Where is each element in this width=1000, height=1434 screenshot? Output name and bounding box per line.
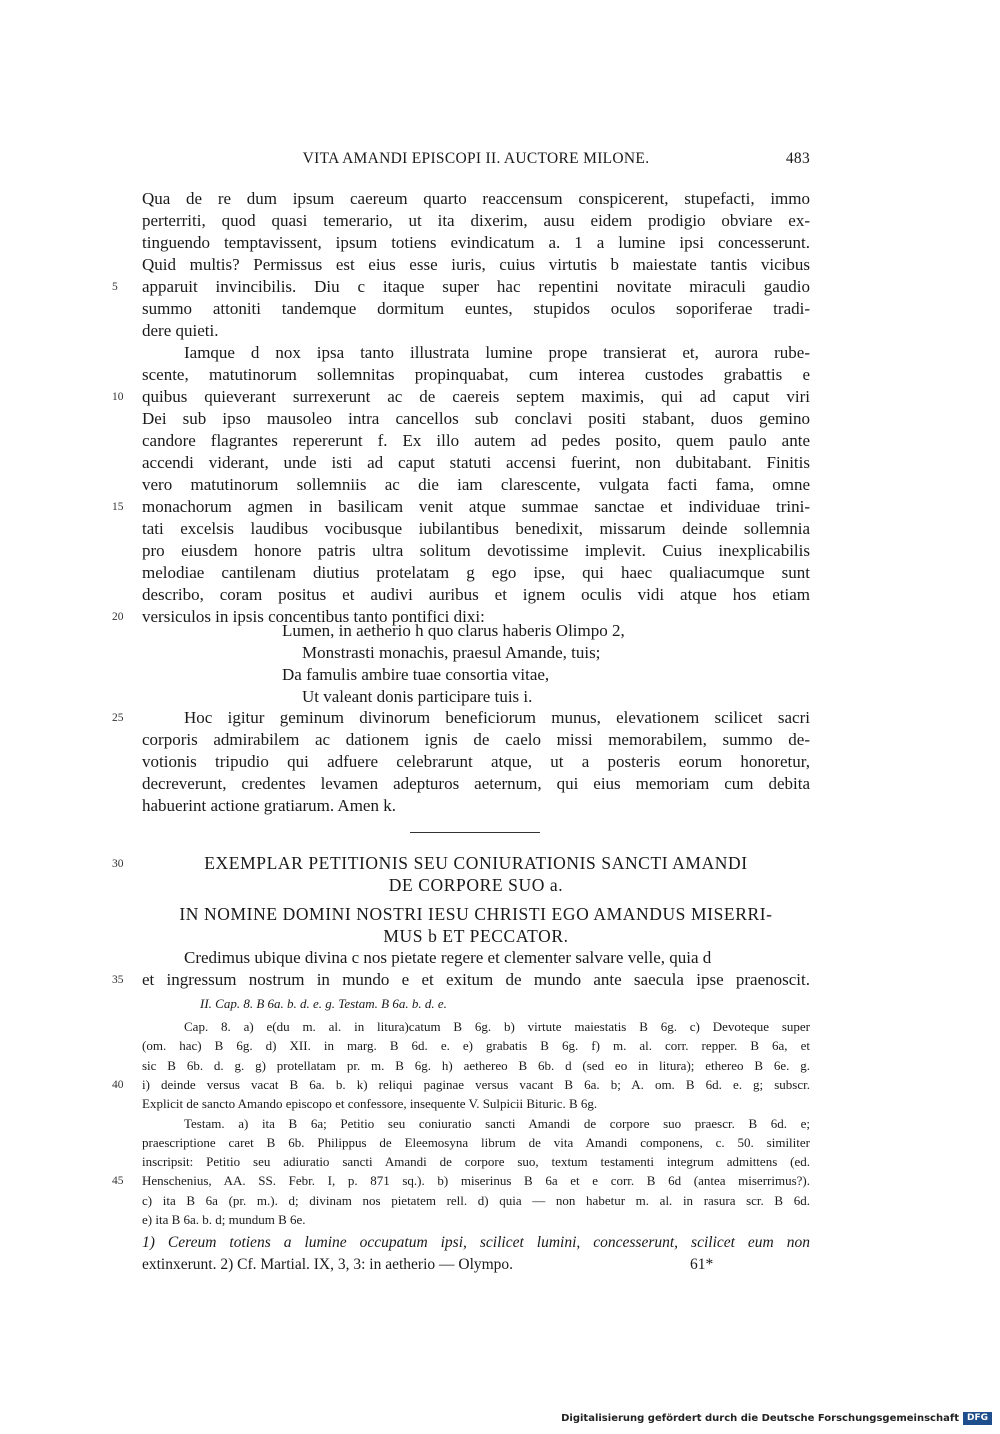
verse-line: Lumen, in aetherio h quo clarus haberis Olimpo 2, [282, 621, 625, 640]
text-line: Credimus ubique divina c nos pietate regere et clementer salvare velle, quia d [184, 948, 712, 967]
source-sigla: II. Cap. 8. B 6a. b. d. e. g. Testam. B 6a. b. d. e. [200, 996, 447, 1011]
page-number: 483 [785, 150, 810, 167]
running-title: VITA AMANDI EPISCOPI II. AUCTORE MILONE. [302, 150, 650, 167]
apparatus-line: c) ita B 6a (pr. m.). d; divinam nos pietatem rell. d) quia — non habetur m. al. in rasura scr. B 6d. [142, 1192, 810, 1208]
text-line: accendi viderant, unde isti ad caput statuti accensi fuerint, non dubitabant. Finitis [142, 453, 810, 472]
text-line: scente, matutinorum sollemnitas propinquabat, cum interea custodes grabattis e [142, 365, 810, 384]
apparatus-line: (om. hac) B 6g. d) XII. in marg. B 6d. e. e) grabatis B 6g. f) m. al. corr. repper. B 6a, et [142, 1038, 810, 1054]
text-line: versiculos in ipsis concentibus tanto pontifici dixi: [142, 607, 485, 626]
text-line: corporis admirabilem ac dationem ignis de caelo missi memorabilem, summo de- [142, 730, 810, 749]
line-number: 40 [112, 1078, 124, 1091]
text-line: decreverunt, credentes levamen adepturos aeternum, qui eius memoriam cum debita [142, 774, 810, 793]
apparatus-line: Cap. 8. a) e(du m. al. in litura)catum B 6g. b) virtute maiestatis B 6g. c) Devoteque super [184, 1019, 810, 1034]
section-divider [410, 832, 540, 833]
apparatus-line: i) deinde versus vacat B 6a. b. k) reliqui paginae versus vacant B 6a. b; A. om. B 6d. e. g; subscr. [142, 1076, 810, 1092]
footer [561, 1412, 992, 1425]
section-heading: IN NOMINE DOMINI NOSTRI IESU CHRISTI EGO AMANDUS MISERRI- [179, 904, 773, 924]
line-number: 20 [112, 611, 124, 623]
verse-line: Da famulis ambire tuae consortia vitae, [282, 665, 550, 684]
text-line: quibus quieverant surrexerunt ac de caereis septem maximis, qui ad caput viri [142, 387, 810, 406]
text-line: dere quieti. [142, 321, 219, 340]
line-number: 10 [112, 391, 124, 403]
apparatus-line: inscripsit: Petitio seu adiuratio sancti Amandi de corpore suo, textum testamenti integrum admittens (ed. [142, 1154, 810, 1170]
apparatus-line: Henschenius, AA. SS. Febr. I, p. 871 sq.). b) miserinus B 6a et e corr. B 6d (antea miserrimus?). [142, 1173, 810, 1189]
text-line: tati excelsis laudibus vocibusque iubilantibus benedixit, missarum deinde sollemnia [142, 519, 810, 538]
text-line: habuerint actione gratiarum. Amen k. [142, 796, 396, 815]
line-number: 35 [112, 974, 124, 986]
section-heading: EXEMPLAR PETITIONIS SEU CONIURATIONIS SANCTI AMANDI [204, 853, 748, 873]
text-line: Hoc igitur geminum divinorum beneficiorum munus, elevationem scilicet sacri [184, 708, 810, 727]
text-line: vero matutinorum sollemniis ac die iam clarescente, vulgata facti fama, omne [142, 475, 810, 494]
text-line: Iamque d nox ipsa tanto illustrata lumine prope transierat et, aurora rube- [184, 343, 810, 362]
text-line: summo attoniti tandemque dormitum euntes, stupidos oculos soporiferae tradi- [142, 299, 810, 318]
text-line: apparuit invincibilis. Diu c itaque super hac repentini novitate miraculi gaudio [142, 277, 810, 296]
line-number: 25 [112, 712, 124, 724]
text-line: candore flagrantes repererunt f. Ex illo autem ad pedes posito, quem paulo ante [142, 431, 810, 450]
apparatus-line: sic B 6b. d. g. g) protellatam pr. m. B 6g. h) aethereo B 6b. d (sed eo in litura); ethereo B 6e. g. [142, 1057, 810, 1073]
text-line: Qua de re dum ipsum caereum quarto reaccensum conspicerent, stupefacti, immo [142, 189, 810, 208]
section-heading: MUS b ET PECCATOR. [383, 926, 569, 946]
text-line: tinguendo temptavissent, ipsum totiens evindicatum a. 1 a lumine ipsi concesserunt. [142, 233, 810, 252]
text-line: Quid multis? Permissus est eius esse iuris, cuius virtutis b maiestate tantis vicibus [142, 255, 810, 274]
footnote-1: 1) Cereum totiens a lumine occupatum ipsi, scilicet lumini, concesserunt, scilicet eum non [142, 1234, 810, 1251]
line-number: 5 [112, 281, 118, 293]
apparatus-line: Explicit de sancto Amando episcopo et confessore, insequente V. Sulpicii Bituric. B 6g. [142, 1096, 598, 1112]
text-line: votionis tripudio qui adfuere celebrarunt atque, ut a posteris eorum honoretur, [142, 752, 810, 771]
verse-line: Monstrasti monachis, praesul Amande, tuis; [302, 643, 601, 662]
apparatus-line: Testam. a) ita B 6a; Petitio seu coniuratio sancti Amandi de corpore suo praescr. B 6d. e; [184, 1115, 810, 1131]
text-line: perterriti, quod quasi temerario, ut ita dixerim, ausu eidem prodigio obviare ex- [142, 211, 810, 230]
text-line: describo, coram positus et audivi auribus et ignem oculis vidi atque hos etiam [142, 585, 810, 604]
verse-line: Ut valeant donis participare tuis i. [302, 687, 533, 706]
running-header [142, 150, 810, 174]
section-heading: DE CORPORE SUO a. [388, 875, 564, 895]
text-line: monachorum agmen in basilicam venit atque summae sanctae et individuae trini- [142, 497, 810, 516]
signature-mark: 61* [690, 1256, 714, 1273]
dfg-logo: DFG [963, 1412, 992, 1425]
line-number: 15 [112, 501, 124, 513]
text-line: et ingressum nostrum in mundo e et exitum de mundo ante saecula ipse praenoscit. [142, 970, 810, 989]
footnote-2-text: extinxerunt. 2) Cf. Martial. IX, 3, 3: in aetherio — Olympo. [142, 1256, 514, 1273]
text-line: Dei sub ipso mausoleo intra cancellos sub conclavi positi stabant, duos gemino [142, 409, 810, 428]
line-number: 45 [112, 1175, 124, 1188]
text-line: pro eiusdem honore patris ultra solitum devotissime implevit. Cuius inexplicabilis [142, 541, 810, 560]
apparatus-line: e) ita B 6a. b. d; mundum B 6e. [142, 1212, 306, 1227]
line-number: 30 [112, 858, 124, 870]
apparatus-line: praescriptione caret B 6b. Philippus de Eleemosyna librum de vita Amandi componens, c. 50. similiter [142, 1134, 810, 1150]
text-line: melodiae cantilenam diutius protelatam g ego ipse, qui haec qualiacumque sunt [142, 563, 810, 582]
footer-text: Digitalisierung gefördert durch die Deutsche Forschungsgemeinschaft [561, 1413, 959, 1424]
